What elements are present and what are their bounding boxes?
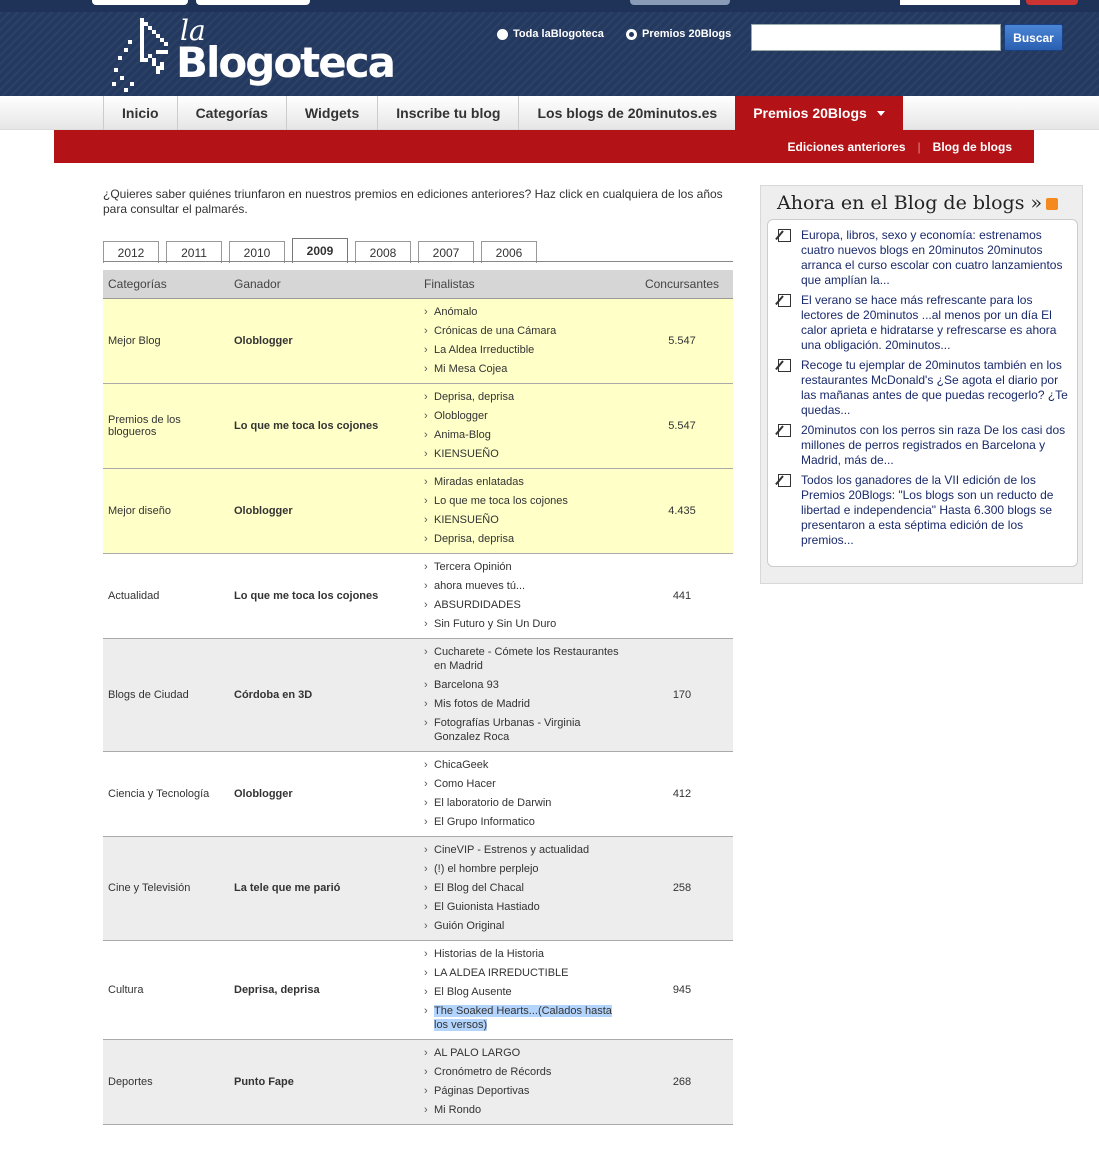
subnav-blog-de-blogs[interactable]: Blog de blogs bbox=[932, 139, 1012, 154]
finalist-link[interactable] bbox=[424, 945, 626, 964]
edit-note-icon bbox=[778, 294, 791, 307]
sidebar-post-text: Todos los ganadores de la VII edición de los Premios 20Blogs: "Los blogs son un reducto de libertad e independencia" Hasta 6.300 blogs se presentaron a esta séptima edición de los premios... bbox=[801, 473, 1054, 547]
finalist-link[interactable] bbox=[424, 879, 626, 898]
finalist-text: Deprisa, deprisa bbox=[434, 391, 515, 403]
year-tab-2008[interactable]: 2008 bbox=[355, 241, 411, 263]
sidebar-title-text: Ahora en el Blog de blogs » bbox=[777, 192, 1043, 214]
finalist-text: Guión Original bbox=[434, 920, 505, 932]
finalist-link[interactable] bbox=[424, 756, 626, 775]
finalist-text: Oloblogger bbox=[434, 410, 488, 422]
finalist-link[interactable] bbox=[424, 615, 626, 634]
header-ganador: Ganador bbox=[229, 270, 419, 298]
radio-label: Premios 20Blogs bbox=[642, 28, 732, 40]
cell-winner[interactable]: Córdoba en 3D bbox=[229, 638, 419, 751]
finalist-text: La Aldea Irreductible bbox=[434, 344, 535, 356]
cell-finalists bbox=[419, 836, 631, 940]
nav-item-categorias[interactable]: Categorías bbox=[177, 96, 286, 130]
search-input[interactable] bbox=[751, 24, 1001, 51]
cell-finalists bbox=[419, 940, 631, 1039]
finalist-text: Como Hacer bbox=[434, 778, 496, 790]
finalist-link[interactable] bbox=[424, 794, 626, 813]
finalists-list bbox=[424, 388, 626, 464]
year-tab-2009[interactable]: 2009 bbox=[292, 238, 348, 263]
finalist-link[interactable] bbox=[424, 596, 626, 615]
finalist-text: LA ALDEA IRREDUCTIBLE bbox=[434, 967, 569, 979]
finalist-text: ahora mueves tú... bbox=[434, 580, 526, 592]
finalist-text: ABSURDIDADES bbox=[434, 599, 521, 611]
finalists-list bbox=[424, 558, 626, 634]
finalists-list bbox=[424, 841, 626, 936]
cell-winner[interactable]: Deprisa, deprisa bbox=[229, 940, 419, 1039]
finalist-text: KIENSUEÑO bbox=[434, 514, 499, 526]
header-concursantes: Concursantes bbox=[631, 270, 733, 298]
finalists-list bbox=[424, 473, 626, 549]
intro-text: ¿Quieres saber quiénes triunfaron en nuestros premios en ediciones anteriores? Haz click en cualquiera de los años para consultar el palmarés. bbox=[103, 187, 723, 216]
finalist-text: Mis fotos de Madrid bbox=[434, 698, 530, 710]
sidebar-post-link[interactable] bbox=[778, 423, 1070, 468]
sub-nav bbox=[54, 130, 1034, 163]
cursor-logo-icon bbox=[110, 16, 180, 94]
finalist-text: (!) el hombre perplejo bbox=[434, 863, 539, 875]
edit-note-icon bbox=[778, 359, 791, 372]
finalist-text: Cronómetro de Récords bbox=[434, 1066, 552, 1078]
sidebar-list bbox=[778, 228, 1070, 553]
finalist-text: Lo que me toca los cojones bbox=[434, 495, 568, 507]
cell-winner[interactable]: Lo que me toca los cojones bbox=[229, 383, 419, 468]
finalist-text: El Grupo Informatico bbox=[434, 816, 535, 828]
finalist-text: El laboratorio de Darwin bbox=[434, 797, 552, 809]
finalist-link[interactable] bbox=[424, 917, 626, 936]
table-header-row bbox=[103, 270, 733, 298]
finalists-list bbox=[424, 1044, 626, 1120]
finalist-text: El Blog del Chacal bbox=[434, 882, 524, 894]
header-categorias: Categorías bbox=[103, 270, 229, 298]
main-nav bbox=[103, 96, 903, 130]
cell-category: Mejor diseño bbox=[103, 468, 229, 553]
table-row bbox=[103, 751, 733, 836]
top-tab[interactable] bbox=[900, 0, 1020, 5]
finalist-text: Historias de la Historia bbox=[434, 948, 545, 960]
cell-winner[interactable]: Lo que me toca los cojones bbox=[229, 553, 419, 638]
sidebar-post-text: Europa, libros, sexo y economía: estrenamos cuatro nuevos blogs en 20minutos 20minutos arranca el curso escolar con cuatro lanzamientos que amplían la... bbox=[801, 228, 1063, 287]
awards-table bbox=[103, 270, 733, 1125]
nav-item-widgets[interactable]: Widgets bbox=[286, 96, 377, 130]
radio-premios[interactable] bbox=[626, 28, 731, 40]
edit-note-icon bbox=[778, 229, 791, 242]
cell-finalists bbox=[419, 638, 631, 751]
finalists-list bbox=[424, 945, 626, 1035]
finalist-link[interactable] bbox=[424, 407, 626, 426]
finalist-link[interactable] bbox=[424, 473, 626, 492]
cell-category: Cine y Televisión bbox=[103, 836, 229, 940]
table-row bbox=[103, 553, 733, 638]
top-tab[interactable] bbox=[92, 0, 188, 5]
finalist-text: Cucharete - Cómete los Restaurantes en Madrid bbox=[434, 646, 619, 672]
table-row bbox=[103, 1039, 733, 1124]
finalist-text: Sin Futuro y Sin Un Duro bbox=[434, 618, 557, 630]
year-tabs bbox=[103, 238, 544, 263]
site-logo[interactable] bbox=[110, 14, 394, 94]
finalist-text: Anima-Blog bbox=[434, 429, 491, 441]
subnav-ediciones-anteriores[interactable]: Ediciones anteriores bbox=[787, 139, 906, 154]
finalist-link[interactable] bbox=[424, 813, 626, 832]
year-tab-2006[interactable]: 2006 bbox=[481, 241, 537, 263]
year-tab-2010[interactable]: 2010 bbox=[229, 241, 285, 263]
cell-winner[interactable]: Oloblogger bbox=[229, 298, 419, 383]
finalist-link[interactable] bbox=[424, 303, 626, 322]
nav-item-premios[interactable] bbox=[735, 96, 903, 130]
sidebar-post-link[interactable] bbox=[778, 293, 1070, 353]
finalist-link[interactable] bbox=[424, 860, 626, 879]
sidebar-blog-de-blogs bbox=[760, 185, 1083, 584]
cell-contestants: 4.435 bbox=[631, 468, 733, 553]
table-row bbox=[103, 298, 733, 383]
finalist-selected-text: The Soaked Hearts...(Calados hasta los versos) bbox=[434, 1005, 612, 1031]
cell-category: Ciencia y Tecnología bbox=[103, 751, 229, 836]
cell-winner[interactable]: La tele que me parió bbox=[229, 836, 419, 940]
cell-finalists bbox=[419, 298, 631, 383]
cell-category: Premios de los blogueros bbox=[103, 383, 229, 468]
finalist-text: Barcelona 93 bbox=[434, 679, 499, 691]
cell-category: Blogs de Ciudad bbox=[103, 638, 229, 751]
sidebar-title[interactable] bbox=[777, 192, 1058, 214]
finalist-link[interactable] bbox=[424, 1082, 626, 1101]
cell-contestants: 258 bbox=[631, 836, 733, 940]
table-row bbox=[103, 638, 733, 751]
year-tab-2011[interactable]: 2011 bbox=[166, 241, 222, 263]
top-tab[interactable] bbox=[196, 0, 310, 5]
finalist-link[interactable] bbox=[424, 643, 626, 676]
cell-finalists bbox=[419, 553, 631, 638]
finalists-list bbox=[424, 303, 626, 379]
finalist-link[interactable] bbox=[424, 1044, 626, 1063]
top-tab[interactable] bbox=[630, 0, 730, 5]
edit-note-icon bbox=[778, 424, 791, 437]
cell-finalists bbox=[419, 1039, 631, 1124]
cell-finalists bbox=[419, 383, 631, 468]
finalist-link[interactable] bbox=[424, 676, 626, 695]
finalist-link[interactable] bbox=[424, 983, 626, 1002]
cell-winner[interactable]: Oloblogger bbox=[229, 751, 419, 836]
finalist-text: El Blog Ausente bbox=[434, 986, 512, 998]
edit-note-icon bbox=[778, 474, 791, 487]
cell-finalists bbox=[419, 468, 631, 553]
finalist-text: Mi Rondo bbox=[434, 1104, 482, 1116]
finalist-link[interactable] bbox=[424, 492, 626, 511]
rss-icon[interactable] bbox=[1046, 198, 1058, 210]
site-header bbox=[0, 12, 1099, 96]
finalist-link[interactable] bbox=[424, 341, 626, 360]
cell-contestants: 170 bbox=[631, 638, 733, 751]
sidebar-box bbox=[767, 219, 1078, 567]
cell-contestants: 5.547 bbox=[631, 298, 733, 383]
finalist-text: AL PALO LARGO bbox=[434, 1047, 521, 1059]
finalist-text: Mi Mesa Cojea bbox=[434, 363, 508, 375]
logo-small-text: la bbox=[180, 14, 206, 47]
cell-category: Actualidad bbox=[103, 553, 229, 638]
sidebar-post-link[interactable] bbox=[778, 473, 1070, 548]
cell-category: Cultura bbox=[103, 940, 229, 1039]
finalist-link[interactable] bbox=[424, 511, 626, 530]
finalist-link[interactable] bbox=[424, 577, 626, 596]
finalist-link[interactable] bbox=[424, 445, 626, 464]
finalist-link[interactable] bbox=[424, 964, 626, 983]
finalist-link[interactable] bbox=[424, 558, 626, 577]
finalist-link[interactable] bbox=[424, 426, 626, 445]
year-tab-2012[interactable]: 2012 bbox=[103, 241, 159, 263]
finalist-link[interactable] bbox=[424, 322, 626, 341]
finalist-text: Tercera Opinión bbox=[434, 561, 512, 573]
finalist-text: Fotografías Urbanas - Virginia Gonzalez Roca bbox=[434, 717, 581, 743]
table-row bbox=[103, 383, 733, 468]
search-button[interactable]: Buscar bbox=[1004, 24, 1063, 51]
finalist-text: Páginas Deportivas bbox=[434, 1085, 530, 1097]
finalist-link[interactable] bbox=[424, 714, 626, 747]
finalists-list bbox=[424, 756, 626, 832]
table-row bbox=[103, 468, 733, 553]
cell-finalists bbox=[419, 751, 631, 836]
table-row bbox=[103, 836, 733, 940]
finalist-text: Deprisa, deprisa bbox=[434, 533, 515, 545]
cell-contestants: 412 bbox=[631, 751, 733, 836]
year-tab-2007[interactable]: 2007 bbox=[418, 241, 474, 263]
finalist-text: KIENSUEÑO bbox=[434, 448, 499, 460]
cell-contestants: 945 bbox=[631, 940, 733, 1039]
finalist-link[interactable] bbox=[424, 841, 626, 860]
cell-category: Deportes bbox=[103, 1039, 229, 1124]
nav-item-label: Premios 20Blogs bbox=[753, 105, 867, 121]
finalist-link[interactable] bbox=[424, 695, 626, 714]
cell-winner[interactable]: Oloblogger bbox=[229, 468, 419, 553]
finalist-text: Anómalo bbox=[434, 306, 478, 318]
finalist-link[interactable] bbox=[424, 775, 626, 794]
finalist-link[interactable] bbox=[424, 388, 626, 407]
finalist-link[interactable] bbox=[424, 360, 626, 379]
sidebar-post-text: Recoge tu ejemplar de 20minutos también en los restaurantes McDonald's ¿Se agota el diario por las mañanas antes de que puedas recogerlo? ¿Te quedas... bbox=[801, 358, 1068, 417]
tab-divider bbox=[103, 261, 733, 262]
sidebar-post-text: 20minutos con los perros sin raza De los casi dos millones de perros registrados en Barcelona y Madrid, más de... bbox=[801, 423, 1066, 467]
nav-item-blogs-20minutos[interactable]: Los blogs de 20minutos.es bbox=[518, 96, 735, 130]
finalist-link[interactable] bbox=[424, 1002, 626, 1035]
finalist-text: Miradas enlatadas bbox=[434, 476, 524, 488]
radio-all-blogoteca[interactable] bbox=[497, 28, 604, 40]
sidebar-post-link[interactable] bbox=[778, 228, 1070, 288]
finalist-link[interactable] bbox=[424, 530, 626, 549]
subnav-separator: | bbox=[917, 139, 921, 154]
table-row bbox=[103, 940, 733, 1039]
cell-winner[interactable]: Punto Fape bbox=[229, 1039, 419, 1124]
radio-button-selected[interactable] bbox=[626, 29, 637, 40]
finalist-link[interactable] bbox=[424, 898, 626, 917]
finalist-text: CineVIP - Estrenos y actualidad bbox=[434, 844, 590, 856]
top-strip bbox=[0, 0, 1099, 12]
nav-item-inicio[interactable]: Inicio bbox=[103, 96, 177, 130]
radio-label: Toda laBlogoteca bbox=[513, 28, 604, 40]
finalist-link[interactable] bbox=[424, 1101, 626, 1120]
cell-contestants: 268 bbox=[631, 1039, 733, 1124]
caret-down-icon bbox=[877, 111, 885, 116]
nav-item-inscribe[interactable]: Inscribe tu blog bbox=[377, 96, 518, 130]
cell-contestants: 5.547 bbox=[631, 383, 733, 468]
finalist-text: El Guionista Hastiado bbox=[434, 901, 540, 913]
radio-button[interactable] bbox=[497, 29, 508, 40]
top-tab[interactable] bbox=[1026, 0, 1078, 5]
finalists-list bbox=[424, 643, 626, 747]
header-finalistas: Finalistas bbox=[419, 270, 631, 298]
sidebar-post-text: El verano se hace más refrescante para los lectores de 20minutos ...al menos por un día El calor aprieta e hidratarse y refrescarse es ahora una obligación. 20minutos... bbox=[801, 293, 1057, 352]
sidebar-post-link[interactable] bbox=[778, 358, 1070, 418]
finalist-link[interactable] bbox=[424, 1063, 626, 1082]
cell-contestants: 441 bbox=[631, 553, 733, 638]
cell-category: Mejor Blog bbox=[103, 298, 229, 383]
finalist-text: Crónicas de una Cámara bbox=[434, 325, 557, 337]
logo-main-text: Blogoteca bbox=[176, 38, 394, 87]
finalist-text: ChicaGeek bbox=[434, 759, 489, 771]
